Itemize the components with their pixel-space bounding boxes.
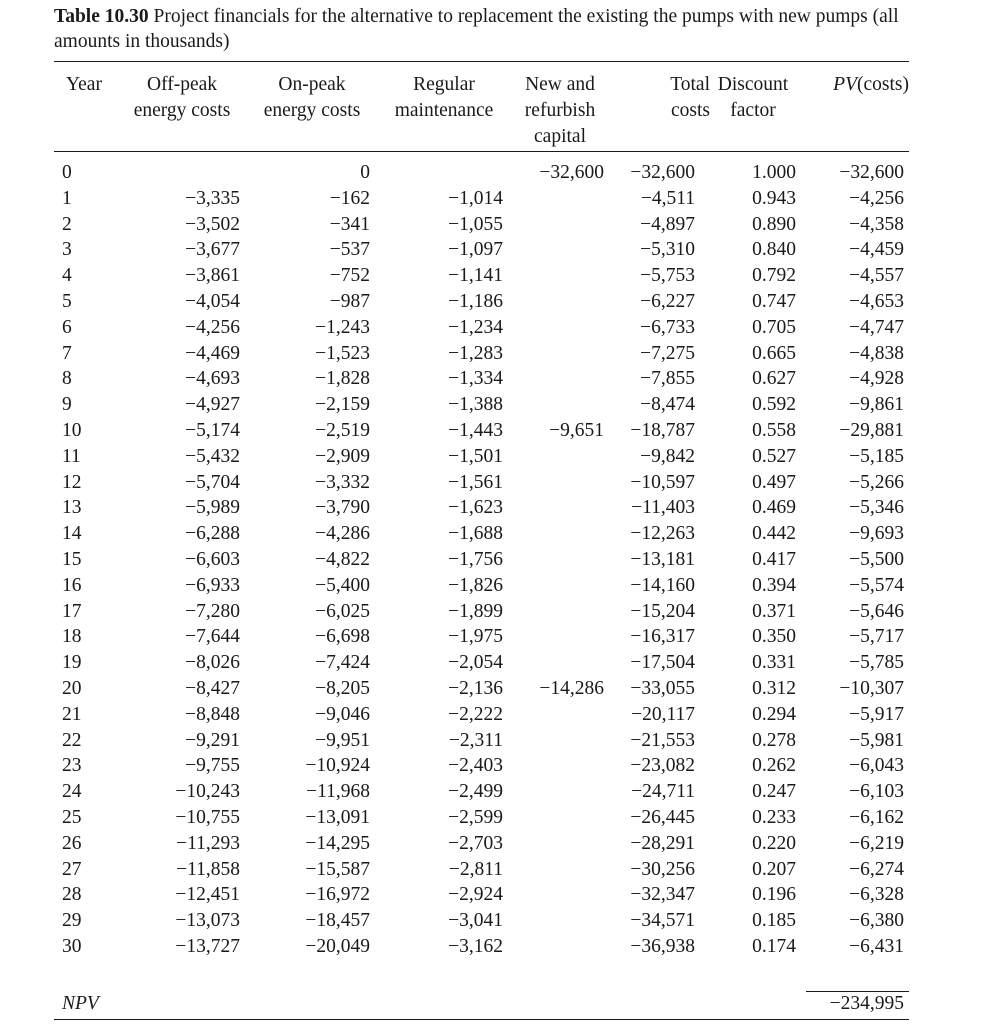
discount-cell: 0.527: [752, 445, 796, 467]
offpeak-cell: −12,451: [175, 884, 240, 906]
offpeak-cell: −13,073: [175, 910, 240, 932]
onpeak-cell: −2,909: [315, 445, 370, 467]
offpeak-cell: −3,861: [185, 265, 240, 287]
discount-cell: 0.840: [752, 239, 796, 261]
maintenance-cell: −1,014: [448, 187, 503, 209]
pv-cell: −4,459: [849, 239, 904, 261]
maintenance-cell: −1,899: [448, 600, 503, 622]
onpeak-cell: −1,243: [315, 316, 370, 338]
maintenance-cell: −2,311: [448, 729, 503, 751]
onpeak-cell: −8,205: [315, 677, 370, 699]
total-cell: −23,082: [630, 755, 695, 777]
pv-cell: −5,785: [849, 652, 904, 674]
onpeak-cell: −1,523: [315, 342, 370, 364]
year-cell: 10: [62, 419, 82, 441]
maintenance-cell: −1,234: [448, 316, 503, 338]
table-row: [0, 908, 994, 934]
capital-cell: −32,600: [539, 162, 604, 183]
total-cell: −36,938: [630, 935, 695, 957]
year-cell: 8: [62, 368, 72, 390]
discount-cell: 0.417: [752, 548, 796, 570]
discount-cell: 0.350: [752, 626, 796, 648]
offpeak-cell: −3,502: [185, 213, 240, 235]
total-cell: −32,600: [630, 162, 695, 183]
year-cell: 2: [62, 213, 72, 235]
offpeak-cell: −11,293: [176, 832, 240, 854]
discount-cell: 0.278: [752, 729, 796, 751]
maintenance-cell: −2,222: [448, 703, 503, 725]
offpeak-cell: −4,054: [185, 290, 240, 312]
discount-cell: 0.627: [752, 368, 796, 390]
pv-cell: −6,103: [849, 781, 904, 803]
maintenance-cell: −1,826: [448, 574, 503, 596]
onpeak-cell: −7,424: [315, 652, 370, 674]
header-offpeak-line2: energy costs: [133, 100, 231, 121]
table-row: [0, 418, 994, 444]
pv-cell: −4,358: [849, 213, 904, 235]
offpeak-cell: −5,432: [185, 445, 240, 467]
table-row: [0, 470, 994, 496]
table-row: [0, 237, 994, 263]
pv-cell: −5,574: [849, 574, 904, 596]
capital-cell: −14,286: [539, 677, 604, 699]
year-cell: 13: [62, 497, 82, 519]
header-offpeak-line1: Off-peak: [146, 74, 218, 95]
pv-cell: −5,917: [849, 703, 904, 725]
header-pv-italic: PV: [833, 74, 857, 95]
offpeak-cell: −4,469: [185, 342, 240, 364]
total-cell: −33,055: [630, 677, 695, 699]
pv-cell: −32,600: [839, 162, 904, 183]
maintenance-cell: −3,162: [448, 935, 503, 957]
discount-cell: 0.943: [752, 187, 796, 209]
onpeak-cell: −1,828: [315, 368, 370, 390]
header-discount-line1: Discount: [717, 74, 789, 95]
table-row: [0, 831, 994, 857]
header-rule: [54, 151, 909, 152]
header-regular-line1: Regular: [413, 74, 475, 95]
pv-cell: −6,219: [849, 832, 904, 854]
table-row: [0, 676, 994, 702]
table-row: [0, 392, 994, 418]
table-row: [0, 289, 994, 315]
table-row: [0, 160, 994, 186]
onpeak-cell: −9,046: [315, 703, 370, 725]
table-row: [0, 212, 994, 238]
total-cell: −16,317: [630, 626, 695, 648]
offpeak-cell: −5,174: [185, 419, 240, 441]
maintenance-cell: −2,924: [448, 884, 503, 906]
table-caption: [54, 4, 934, 54]
table-row: [0, 341, 994, 367]
discount-cell: 0.558: [752, 419, 796, 441]
maintenance-cell: −2,499: [448, 781, 503, 803]
discount-cell: 0.185: [752, 910, 796, 932]
table-row: [0, 882, 994, 908]
total-cell: −7,275: [640, 342, 695, 364]
total-cell: −5,753: [640, 265, 695, 287]
offpeak-cell: −5,989: [185, 497, 240, 519]
table-row: [0, 573, 994, 599]
year-cell: 1: [62, 187, 72, 209]
header-discount: [708, 72, 798, 124]
offpeak-cell: −7,644: [185, 626, 240, 648]
discount-cell: 0.394: [752, 574, 796, 596]
header-year: [66, 72, 102, 98]
pv-cell: −4,557: [849, 265, 904, 287]
pv-cell: −4,256: [849, 187, 904, 209]
maintenance-cell: −1,388: [448, 394, 503, 416]
maintenance-cell: −2,136: [448, 677, 503, 699]
offpeak-cell: −6,288: [185, 523, 240, 545]
offpeak-cell: −3,677: [185, 239, 240, 261]
onpeak-cell: −10,924: [305, 755, 370, 777]
offpeak-cell: −10,755: [175, 806, 240, 828]
year-cell: 15: [62, 548, 82, 570]
table-row: [0, 521, 994, 547]
year-cell: 17: [62, 600, 82, 622]
table-row: [0, 805, 994, 831]
year-cell: 30: [62, 935, 82, 957]
table-row: [0, 624, 994, 650]
maintenance-cell: −1,141: [448, 265, 503, 287]
year-cell: 9: [62, 394, 72, 416]
year-cell: 11: [62, 445, 81, 467]
pv-cell: −5,346: [849, 497, 904, 519]
table-number: Table 10.30: [54, 6, 149, 27]
header-capital: [515, 72, 605, 150]
npv-label: NPV: [62, 993, 99, 1014]
header-pv-rest: (costs): [857, 74, 909, 95]
offpeak-cell: −8,427: [185, 677, 240, 699]
total-cell: −26,445: [630, 806, 695, 828]
year-cell: 28: [62, 884, 82, 906]
total-cell: −20,117: [631, 703, 695, 725]
table-row: [0, 702, 994, 728]
offpeak-cell: −8,848: [185, 703, 240, 725]
header-year-label: Year: [66, 74, 102, 95]
maintenance-cell: −1,334: [448, 368, 503, 390]
onpeak-cell: 0: [360, 162, 370, 183]
header-onpeak: [254, 72, 370, 124]
total-cell: −18,787: [630, 419, 695, 441]
onpeak-cell: −9,951: [315, 729, 370, 751]
onpeak-cell: −11,968: [306, 781, 370, 803]
pv-cell: −5,717: [849, 626, 904, 648]
onpeak-cell: −752: [329, 265, 370, 287]
discount-cell: 1.000: [752, 162, 796, 183]
table-row: [0, 315, 994, 341]
table-row: [0, 495, 994, 521]
year-cell: 7: [62, 342, 72, 364]
header-capital-line1: New and: [525, 74, 595, 95]
npv-value: −234,995: [829, 993, 904, 1014]
pv-cell: −6,274: [849, 858, 904, 880]
maintenance-cell: −2,054: [448, 652, 503, 674]
table-row: [0, 599, 994, 625]
onpeak-cell: −15,587: [305, 858, 370, 880]
onpeak-cell: −18,457: [305, 910, 370, 932]
discount-cell: 0.890: [752, 213, 796, 235]
maintenance-cell: −1,688: [448, 523, 503, 545]
bottom-rule: [54, 1019, 909, 1020]
pv-cell: −4,838: [849, 342, 904, 364]
total-cell: −6,733: [640, 316, 695, 338]
offpeak-cell: −6,603: [185, 548, 240, 570]
pv-cell: −4,653: [849, 290, 904, 312]
total-cell: −7,855: [640, 368, 695, 390]
table-row: [0, 728, 994, 754]
total-cell: −28,291: [630, 832, 695, 854]
discount-cell: 0.331: [752, 652, 796, 674]
onpeak-cell: −3,332: [315, 471, 370, 493]
maintenance-cell: −1,097: [448, 239, 503, 261]
pv-cell: −6,431: [849, 935, 904, 957]
offpeak-cell: −13,727: [175, 935, 240, 957]
npv-rule: [806, 991, 909, 992]
onpeak-cell: −13,091: [305, 806, 370, 828]
onpeak-cell: −6,025: [315, 600, 370, 622]
pv-cell: −10,307: [839, 677, 904, 699]
pv-cell: −6,043: [849, 755, 904, 777]
onpeak-cell: −14,295: [305, 832, 370, 854]
table-row: [0, 857, 994, 883]
onpeak-cell: −2,159: [315, 394, 370, 416]
discount-cell: 0.294: [752, 703, 796, 725]
discount-cell: 0.233: [752, 806, 796, 828]
maintenance-cell: −1,975: [448, 626, 503, 648]
discount-cell: 0.312: [752, 677, 796, 699]
maintenance-cell: −1,623: [448, 497, 503, 519]
year-cell: 18: [62, 626, 82, 648]
offpeak-cell: −8,026: [185, 652, 240, 674]
table-row: [0, 186, 994, 212]
header-total-line2: costs: [671, 100, 710, 121]
pv-cell: −4,928: [849, 368, 904, 390]
year-cell: 20: [62, 677, 82, 699]
total-cell: −32,347: [630, 884, 695, 906]
onpeak-cell: −2,519: [315, 419, 370, 441]
year-cell: 22: [62, 729, 82, 751]
caption-text: Project financials for the alternative to replacement the existing the pumps with new pumps (all amounts in thousands): [54, 6, 899, 52]
discount-cell: 0.747: [752, 290, 796, 312]
offpeak-cell: −9,755: [185, 755, 240, 777]
offpeak-cell: −6,933: [185, 574, 240, 596]
onpeak-cell: −4,286: [315, 523, 370, 545]
offpeak-cell: −4,693: [185, 368, 240, 390]
year-cell: 0: [62, 162, 72, 183]
offpeak-cell: −11,858: [176, 858, 240, 880]
total-cell: −21,553: [630, 729, 695, 751]
header-discount-line2: factor: [730, 100, 776, 121]
onpeak-cell: −20,049: [305, 935, 370, 957]
header-onpeak-line1: On-peak: [278, 74, 346, 95]
total-cell: −4,897: [640, 213, 695, 235]
onpeak-cell: −537: [329, 239, 370, 261]
maintenance-cell: −1,756: [448, 548, 503, 570]
total-cell: −5,310: [640, 239, 695, 261]
total-cell: −13,181: [630, 548, 695, 570]
header-total-line1: Total: [670, 74, 710, 95]
maintenance-cell: −1,501: [448, 445, 503, 467]
header-offpeak: [124, 72, 240, 124]
offpeak-cell: −5,704: [185, 471, 240, 493]
discount-cell: 0.207: [752, 858, 796, 880]
year-cell: 25: [62, 806, 82, 828]
year-cell: 24: [62, 781, 82, 803]
table-row: [0, 547, 994, 573]
pv-cell: −9,693: [849, 523, 904, 545]
year-cell: 27: [62, 858, 82, 880]
header-pv-costs: [805, 72, 909, 98]
maintenance-cell: −1,186: [448, 290, 503, 312]
year-cell: 19: [62, 652, 82, 674]
year-cell: 12: [62, 471, 82, 493]
maintenance-cell: −2,811: [448, 858, 503, 880]
offpeak-cell: −3,335: [185, 187, 240, 209]
total-cell: −9,842: [640, 445, 695, 467]
capital-cell: −9,651: [549, 419, 604, 441]
offpeak-cell: −9,291: [185, 729, 240, 751]
onpeak-cell: −341: [329, 213, 370, 235]
table-row: [0, 366, 994, 392]
offpeak-cell: −7,280: [185, 600, 240, 622]
total-cell: −15,204: [630, 600, 695, 622]
year-cell: 23: [62, 755, 82, 777]
onpeak-cell: −16,972: [305, 884, 370, 906]
maintenance-cell: −1,561: [448, 471, 503, 493]
total-cell: −10,597: [630, 471, 695, 493]
year-cell: 14: [62, 523, 82, 545]
table-row: [0, 444, 994, 470]
pv-cell: −4,747: [849, 316, 904, 338]
year-cell: 3: [62, 239, 72, 261]
discount-cell: 0.469: [752, 497, 796, 519]
year-cell: 21: [62, 703, 82, 725]
year-cell: 5: [62, 290, 72, 312]
offpeak-cell: −4,256: [185, 316, 240, 338]
discount-cell: 0.592: [752, 394, 796, 416]
total-cell: −17,504: [630, 652, 695, 674]
discount-cell: 0.497: [752, 471, 796, 493]
total-cell: −12,263: [630, 523, 695, 545]
year-cell: 6: [62, 316, 72, 338]
discount-cell: 0.220: [752, 832, 796, 854]
pv-cell: −5,266: [849, 471, 904, 493]
pv-cell: −29,881: [839, 419, 904, 441]
discount-cell: 0.371: [752, 600, 796, 622]
onpeak-cell: −5,400: [315, 574, 370, 596]
total-cell: −4,511: [640, 187, 695, 209]
year-cell: 4: [62, 265, 72, 287]
discount-cell: 0.665: [752, 342, 796, 364]
pv-cell: −5,981: [849, 729, 904, 751]
table-row: [0, 779, 994, 805]
pv-cell: −5,185: [849, 445, 904, 467]
discount-cell: 0.196: [752, 884, 796, 906]
pv-cell: −6,328: [849, 884, 904, 906]
maintenance-cell: −1,443: [448, 419, 503, 441]
onpeak-cell: −987: [329, 290, 370, 312]
top-rule: [54, 61, 909, 62]
offpeak-cell: −10,243: [175, 781, 240, 803]
discount-cell: 0.174: [752, 935, 796, 957]
offpeak-cell: −4,927: [185, 394, 240, 416]
total-cell: −11,403: [631, 497, 695, 519]
header-onpeak-line2: energy costs: [263, 100, 361, 121]
onpeak-cell: −162: [329, 187, 370, 209]
pv-cell: −9,861: [849, 394, 904, 416]
onpeak-cell: −3,790: [315, 497, 370, 519]
table-row: [0, 753, 994, 779]
header-regular: [386, 72, 502, 124]
header-capital-line3: capital: [534, 126, 586, 147]
pv-cell: −5,500: [849, 548, 904, 570]
total-cell: −30,256: [630, 858, 695, 880]
maintenance-cell: −3,041: [448, 910, 503, 932]
discount-cell: 0.442: [752, 523, 796, 545]
header-capital-line2: refurbish: [524, 100, 596, 121]
year-cell: 16: [62, 574, 82, 596]
total-cell: −14,160: [630, 574, 695, 596]
maintenance-cell: −2,403: [448, 755, 503, 777]
discount-cell: 0.792: [752, 265, 796, 287]
discount-cell: 0.262: [752, 755, 796, 777]
total-cell: −8,474: [640, 394, 695, 416]
maintenance-cell: −1,283: [448, 342, 503, 364]
discount-cell: 0.247: [752, 781, 796, 803]
table-row: [0, 934, 994, 960]
table-body: [0, 160, 994, 960]
year-cell: 26: [62, 832, 82, 854]
pv-cell: −6,162: [849, 806, 904, 828]
header-total: [630, 72, 710, 124]
discount-cell: 0.705: [752, 316, 796, 338]
onpeak-cell: −4,822: [315, 548, 370, 570]
maintenance-cell: −2,599: [448, 806, 503, 828]
maintenance-cell: −1,055: [448, 213, 503, 235]
table-row: [0, 650, 994, 676]
maintenance-cell: −2,703: [448, 832, 503, 854]
pv-cell: −6,380: [849, 910, 904, 932]
total-cell: −34,571: [630, 910, 695, 932]
total-cell: −6,227: [640, 290, 695, 312]
onpeak-cell: −6,698: [315, 626, 370, 648]
header-regular-line2: maintenance: [394, 100, 494, 121]
year-cell: 29: [62, 910, 82, 932]
pv-cell: −5,646: [849, 600, 904, 622]
total-cell: −24,711: [631, 781, 695, 803]
table-row: [0, 263, 994, 289]
